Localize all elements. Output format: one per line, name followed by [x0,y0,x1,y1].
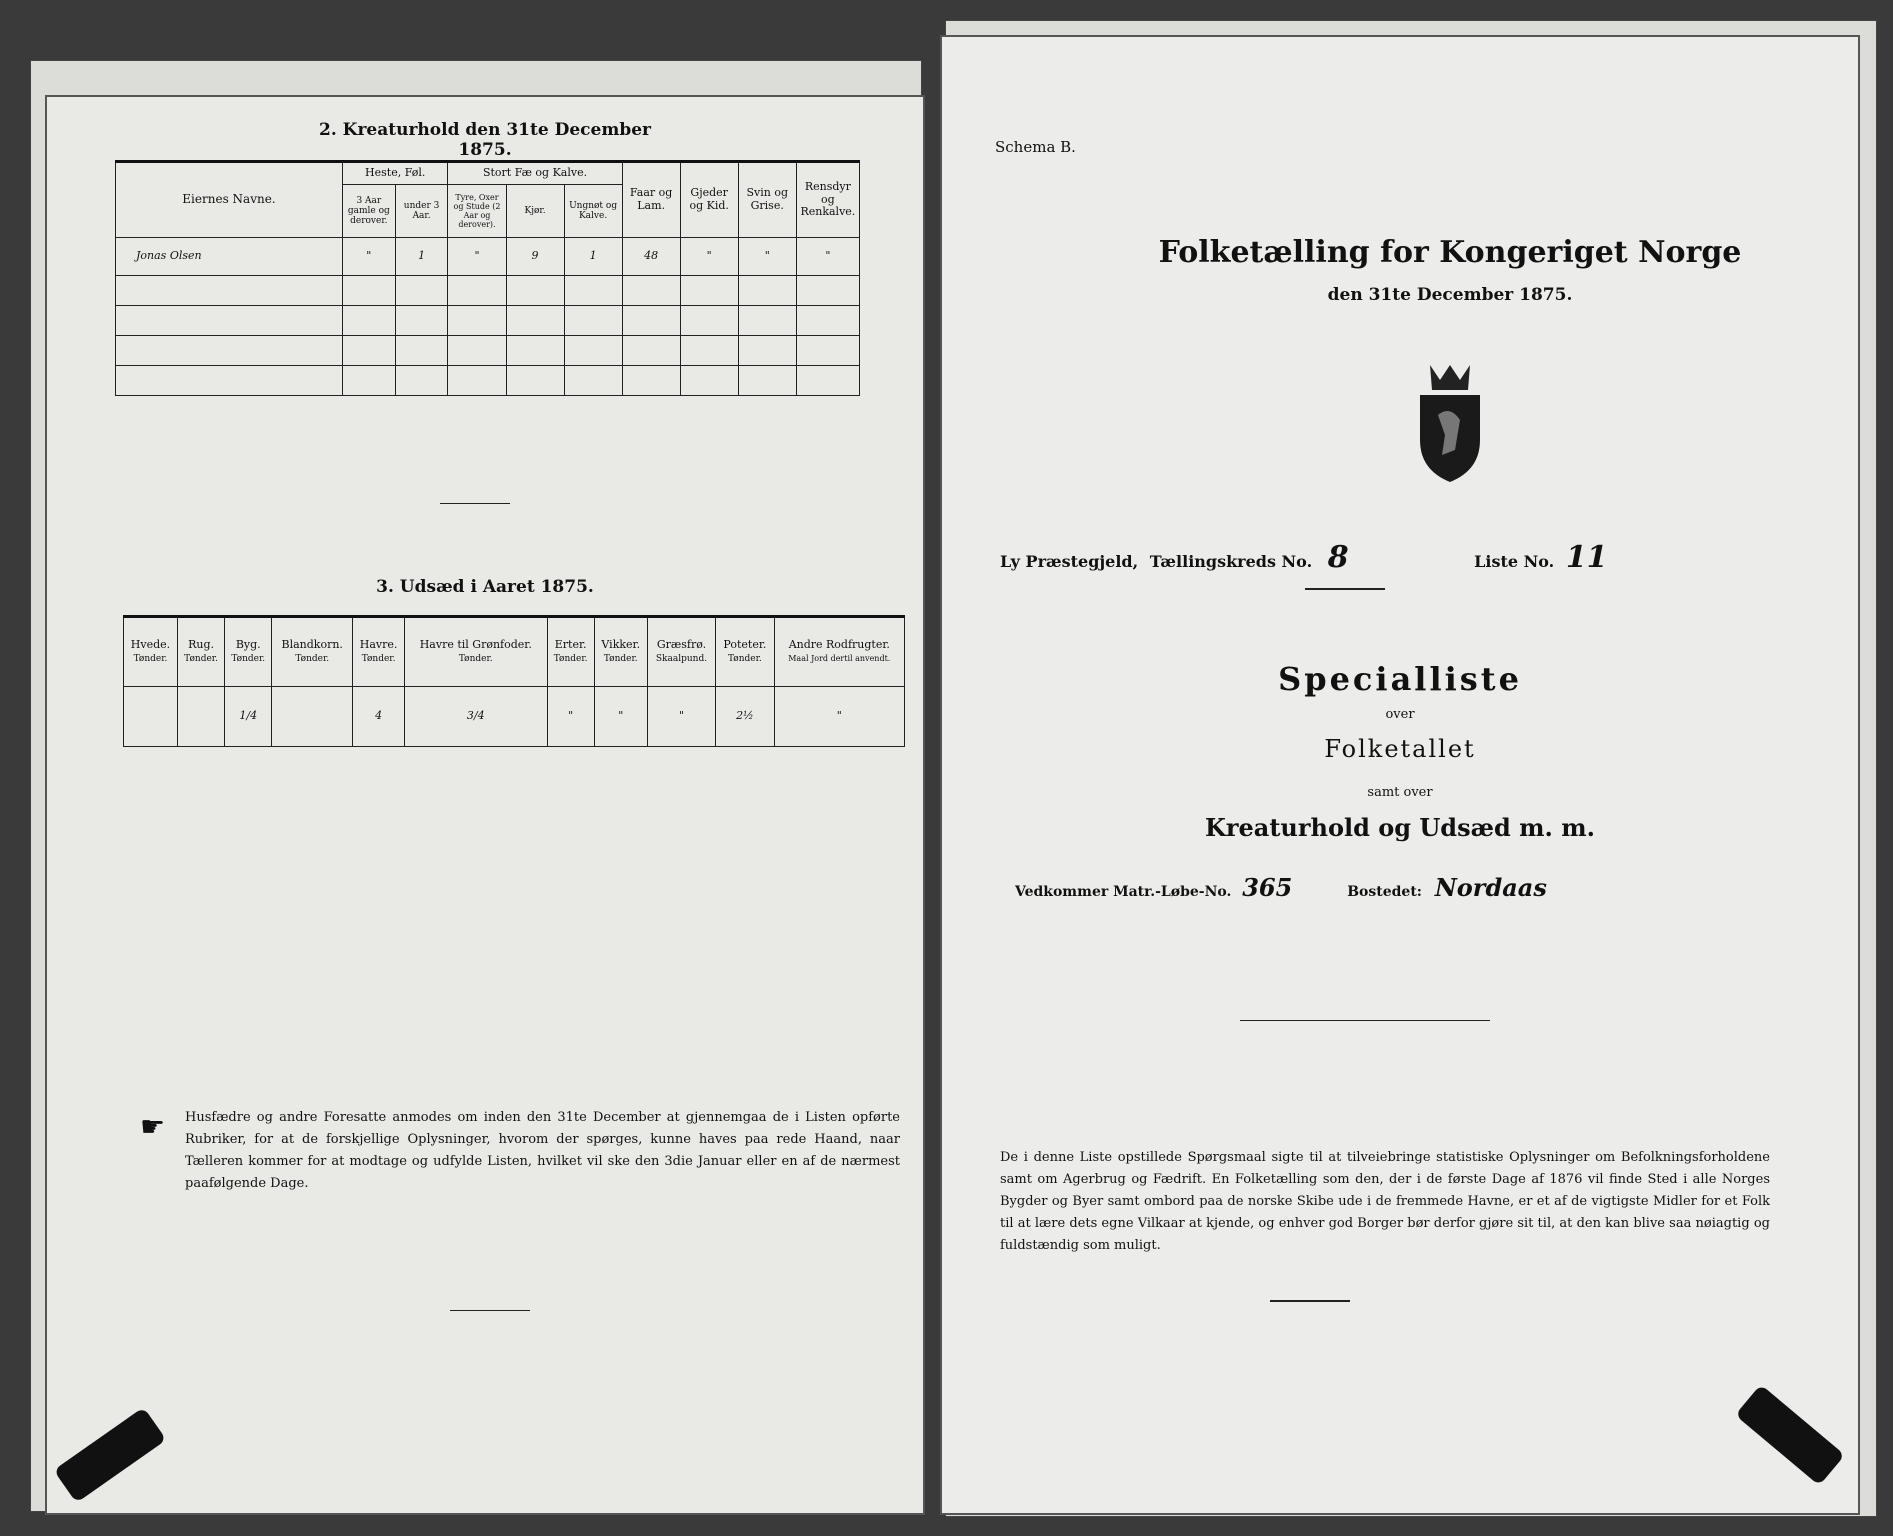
seed-header-4: Blandkorn. Tønder. [272,617,353,687]
matr-line [1015,873,1547,902]
seed-value-1 [124,687,178,747]
header-horses-under3: under 3 Aar. [395,185,448,238]
table-row [116,366,860,396]
table-row [116,276,860,306]
seed-value-9: " [647,687,715,747]
row-owner: Jonas Olsen [116,238,343,276]
instruction-note: Husfædre og andre Foresatte anmodes om inden den 31te December at gjennemgaa de i Listen opførte Rubriker, for at de forskjellige Oplysninger, hvorom der spørges, kunne haves paa rede Haand, naar Tælleren kommer for at modtage og udfylde Listen, hvilket vil ske den 3die Januar eller en af de nærmest paafølgende Dage. [185,1110,900,1191]
bottom-rule-right [1270,1300,1350,1302]
row-horses-3plus: " [342,238,395,276]
row-pigs: " [738,238,796,276]
district-line [1000,540,1608,575]
seed-value-8: " [594,687,647,747]
district-prefix: Ly Præstegjeld, [1000,552,1139,571]
seed-header-1: Hvede. Tønder. [124,617,178,687]
section3-title: 3. Udsæd i Aaret 1875. [376,577,594,597]
coat-of-arms [1410,360,1490,485]
seed-value-11: " [774,687,904,747]
main-title: Folketælling for Kongeriget Norge [1158,235,1742,270]
seed-header-8: Vikker. Tønder. [594,617,647,687]
row-sheep: 48 [622,238,680,276]
footer-note: De i denne Liste opstillede Spørgsmaal sigte til at tilveiebringe statistiske Oplysninger om Befolkningsforholdene samt om Agerbrug og Fædrift. En Folketælling som den, der i de første Dage af 1876 vil finde Sted i alle Norges Bygder og Byer samt ombord paa de norske Skibe ude i de fremmede Havne, er et af de vigtigste Midler for et Folk til at lære dets egne Vilkaar at kjende, og enhver god Borger bør derfor gjøre sit til, at den kan blive saa nøiagtig og fuldstændig som muligt. [1000,1150,1770,1253]
kreaturhold-title: Kreaturhold og Udsæd m. m. [1205,813,1595,842]
seed-value-10: 2½ [716,687,774,747]
seed-value-2 [177,687,224,747]
seed-value-5: 4 [353,687,405,747]
table-row [116,336,860,366]
pointing-hand-icon: ☛ [140,1110,166,1143]
specialliste-title: Specialliste [1278,660,1522,698]
schema-label: Schema B. [995,138,1076,156]
seed-header-2: Rug. Tønder. [177,617,224,687]
liste-value: 11 [1565,540,1608,575]
bosted-label: Bostedet: [1347,884,1422,900]
row-cattle-young: 1 [564,238,622,276]
samt-over-text: samt over [1367,785,1433,800]
header-cattle-bulls: Tyre, Oxer og Stude (2 Aar og derover). [448,185,506,238]
seed-table [123,615,905,747]
row-cattle-cows: 9 [506,238,564,276]
liste-label: Liste No. [1474,552,1555,571]
livestock-table [115,160,860,396]
header-cattle-young: Ungnøt og Kalve. [564,185,622,238]
bosted-value: Nordaas [1434,873,1547,902]
seed-header-9: Græsfrø. Skaalpund. [647,617,715,687]
header-reindeer: Rensdyr og Renkalve. [796,162,859,238]
over-text: over [1385,707,1415,722]
header-owner: Eiernes Navne. [116,162,343,238]
header-goats: Gjeder og Kid. [680,162,738,238]
header-horses: Heste, Føl. [342,162,448,185]
divider-rule [440,503,510,504]
seed-value-6: 3/4 [405,687,548,747]
seed-header-10: Poteter. Tønder. [716,617,774,687]
matr-label: Vedkommer Matr.-Løbe-No. [1015,884,1232,900]
kreds-value: 8 [1327,540,1349,575]
matr-value: 365 [1242,873,1293,902]
header-horses-3plus: 3 Aar gamle og derover. [342,185,395,238]
row-reindeer: " [796,238,859,276]
divider-rule-right [1305,588,1385,590]
seed-header-5: Havre. Tønder. [353,617,405,687]
header-pigs: Svin og Grise. [738,162,796,238]
seed-value-4 [272,687,353,747]
row-horses-under3: 1 [395,238,448,276]
seed-header-7: Erter. Tønder. [547,617,594,687]
header-sheep: Faar og Lam. [622,162,680,238]
divider-rule-right-2 [1240,1020,1490,1021]
folketallet-title: Folketallet [1324,735,1476,763]
section2-title: 2. Kreaturhold den 31te December 1875. [319,120,651,160]
bottom-rule-left [450,1310,530,1311]
date-line: den 31te December 1875. [1327,285,1573,305]
row-cattle-bulls: " [448,238,506,276]
seed-value-7: " [547,687,594,747]
seed-header-3: Byg. Tønder. [225,617,272,687]
seed-header-11: Andre Rodfrugter. Maal Jord dertil anvendt. [774,617,904,687]
left-page [45,95,925,1515]
seed-header-6: Havre til Grønfoder. Tønder. [405,617,548,687]
row-goats: " [680,238,738,276]
header-cattle-cows: Kjør. [506,185,564,238]
seed-value-3: 1/4 [225,687,272,747]
right-page [940,35,1860,1515]
header-cattle: Stort Fæ og Kalve. [448,162,622,185]
kreds-label: Tællingskreds No. [1149,552,1313,571]
table-row [116,306,860,336]
